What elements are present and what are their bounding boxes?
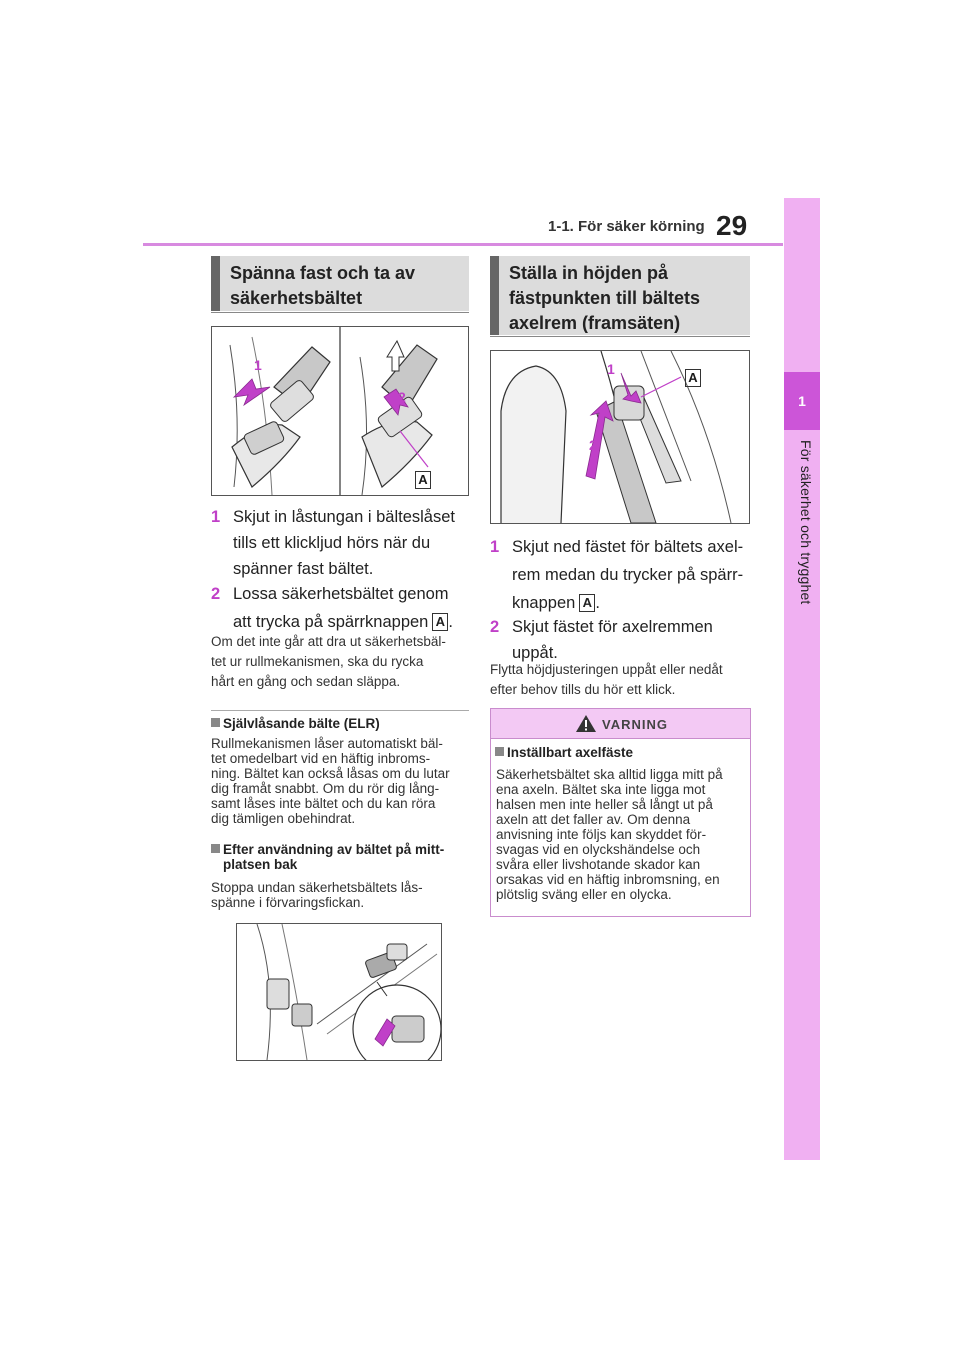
square-bullet-icon bbox=[211, 718, 220, 727]
note-line: Om det inte går att dra ut säkerhetsbäl- bbox=[211, 634, 446, 649]
section-rule bbox=[490, 336, 750, 337]
warning-body bbox=[496, 767, 750, 902]
subsection-title-text: Självlåsande bälte (ELR) bbox=[223, 716, 380, 731]
divider bbox=[211, 710, 469, 711]
buckle-illustration bbox=[211, 326, 469, 496]
step-line: spänner fast bältet. bbox=[233, 560, 374, 578]
step-line bbox=[490, 589, 752, 617]
warning-triangle-icon bbox=[575, 714, 597, 733]
section-rule bbox=[211, 312, 469, 313]
step-line: Skjut ned fästet för bältets axel- bbox=[512, 538, 744, 556]
figure-label-2: 2 bbox=[589, 437, 597, 453]
body-line: svagas vid en olyckshändelse och bbox=[496, 842, 701, 857]
step-line-text: att trycka på spärrknappen bbox=[233, 613, 429, 631]
step-line-text: knappen bbox=[512, 594, 576, 612]
square-bullet-icon bbox=[495, 747, 504, 756]
section-heading-line: axelrem (framsäten) bbox=[509, 313, 681, 333]
figure-label-1: 1 bbox=[254, 357, 262, 373]
body-line: ning. Bältet kan också låsas om du lutar bbox=[211, 766, 450, 781]
subsection-rear-center bbox=[211, 842, 471, 910]
body-line: dig framåt snabbt. Om du rör dig lång- bbox=[211, 781, 440, 796]
step-line: Skjut fästet för axelremmen bbox=[512, 618, 713, 636]
chapter-number-tab[interactable]: 1 bbox=[784, 372, 820, 430]
step-item bbox=[490, 533, 752, 617]
figure-label-a: A bbox=[685, 369, 701, 387]
warning-header bbox=[491, 709, 750, 739]
chapter-side-tab bbox=[784, 198, 820, 1160]
step-line: tills ett klickljud hörs när du bbox=[233, 534, 431, 552]
subsection-elr bbox=[211, 716, 471, 826]
note-paragraph bbox=[211, 632, 471, 692]
note-line: tet ur rullmekanismen, ska du rycka bbox=[211, 654, 424, 669]
running-header: 1-1. För säker körning bbox=[548, 218, 705, 235]
body-line: spänne i förvaringsfickan. bbox=[211, 895, 365, 910]
body-line: halsen men inte heller så långt ut på bbox=[496, 797, 713, 812]
step-line: Skjut in låstungan i bälteslåset bbox=[233, 508, 455, 526]
body-line: svåra eller livshotande skador kan bbox=[496, 857, 701, 872]
body-line: Säkerhetsbältet ska alltid ligga mitt på bbox=[496, 767, 723, 782]
step-line: rem medan du trycker på spärr- bbox=[512, 566, 744, 584]
subsection-body bbox=[211, 880, 471, 910]
callout-a: A bbox=[432, 613, 448, 631]
step-item bbox=[211, 504, 469, 582]
callout-a: A bbox=[579, 594, 595, 612]
figure-label-a: A bbox=[415, 471, 431, 489]
body-line: ena axeln. Bältet ska inte ligga mot bbox=[496, 782, 706, 797]
section-heading-line: säkerhetsbältet bbox=[230, 288, 363, 308]
warning-subtitle-text: Inställbart axelfäste bbox=[507, 745, 634, 760]
step-line: uppåt. bbox=[512, 644, 558, 662]
page-number: 29 bbox=[716, 210, 748, 241]
subsection-title-text: Efter användning av bältet på mitt- bbox=[223, 842, 445, 857]
body-line: Rullmekanismen låser automatiskt bäl- bbox=[211, 736, 443, 751]
step-number: 2 bbox=[211, 585, 221, 603]
note-line: Flytta höjdjusteringen uppåt eller nedåt bbox=[490, 662, 723, 677]
step-item bbox=[490, 614, 752, 666]
step-number: 1 bbox=[211, 508, 221, 526]
stowage-illustration bbox=[236, 923, 442, 1061]
section-heading-line: Spänna fast och ta av bbox=[230, 263, 416, 283]
buckle-drawing bbox=[212, 327, 468, 495]
step-line: Lossa säkerhetsbältet genom bbox=[233, 585, 449, 603]
header-rule bbox=[143, 243, 783, 246]
subsection-title bbox=[211, 842, 471, 872]
anchor-illustration bbox=[490, 350, 750, 524]
section-heading-anchor-height bbox=[490, 256, 750, 335]
body-line: samt låses inte bältet och du kan röra bbox=[211, 796, 436, 811]
body-line: Stoppa undan säkerhetsbältets lås- bbox=[211, 880, 423, 895]
subsection-title-text: platsen bak bbox=[223, 857, 298, 872]
stowage-drawing bbox=[237, 924, 441, 1060]
body-line: axeln att det faller av. Om denna bbox=[496, 812, 691, 827]
section-heading-line: fästpunkten till bältets bbox=[509, 288, 701, 308]
note-line: efter behov tills du hör ett klick. bbox=[490, 682, 676, 697]
square-bullet-icon bbox=[211, 844, 220, 853]
body-line: orsakas vid en häftig inbromsning, en bbox=[496, 872, 720, 887]
warning-subtitle bbox=[495, 745, 750, 760]
warning-title: VARNING bbox=[602, 717, 668, 732]
note-line: hårt en gång och sedan släppa. bbox=[211, 674, 401, 689]
subsection-body bbox=[211, 736, 471, 826]
section-heading-buckle bbox=[211, 256, 469, 311]
step-number: 2 bbox=[490, 618, 500, 636]
subsection-title bbox=[211, 716, 471, 731]
step-tail: . bbox=[448, 613, 453, 631]
body-line: plötslig sväng eller en olycka. bbox=[496, 887, 672, 902]
chapter-title-vertical: För säkerhet och trygghet bbox=[798, 440, 814, 605]
step-item bbox=[211, 580, 469, 636]
figure-label-2: 2 bbox=[398, 389, 406, 405]
step-tail: . bbox=[595, 594, 600, 612]
note-paragraph bbox=[490, 660, 752, 700]
body-line: dig tämligen obehindrat. bbox=[211, 811, 356, 826]
step-number: 1 bbox=[490, 538, 500, 556]
figure-label-1: 1 bbox=[607, 361, 615, 377]
warning-box bbox=[490, 708, 751, 917]
body-line: anvisning inte följs kan skyddet för- bbox=[496, 827, 707, 842]
anchor-drawing bbox=[491, 351, 749, 523]
body-line: tet omedelbart vid en häftig inbroms- bbox=[211, 751, 431, 766]
section-heading-line: Ställa in höjden på bbox=[509, 263, 669, 283]
